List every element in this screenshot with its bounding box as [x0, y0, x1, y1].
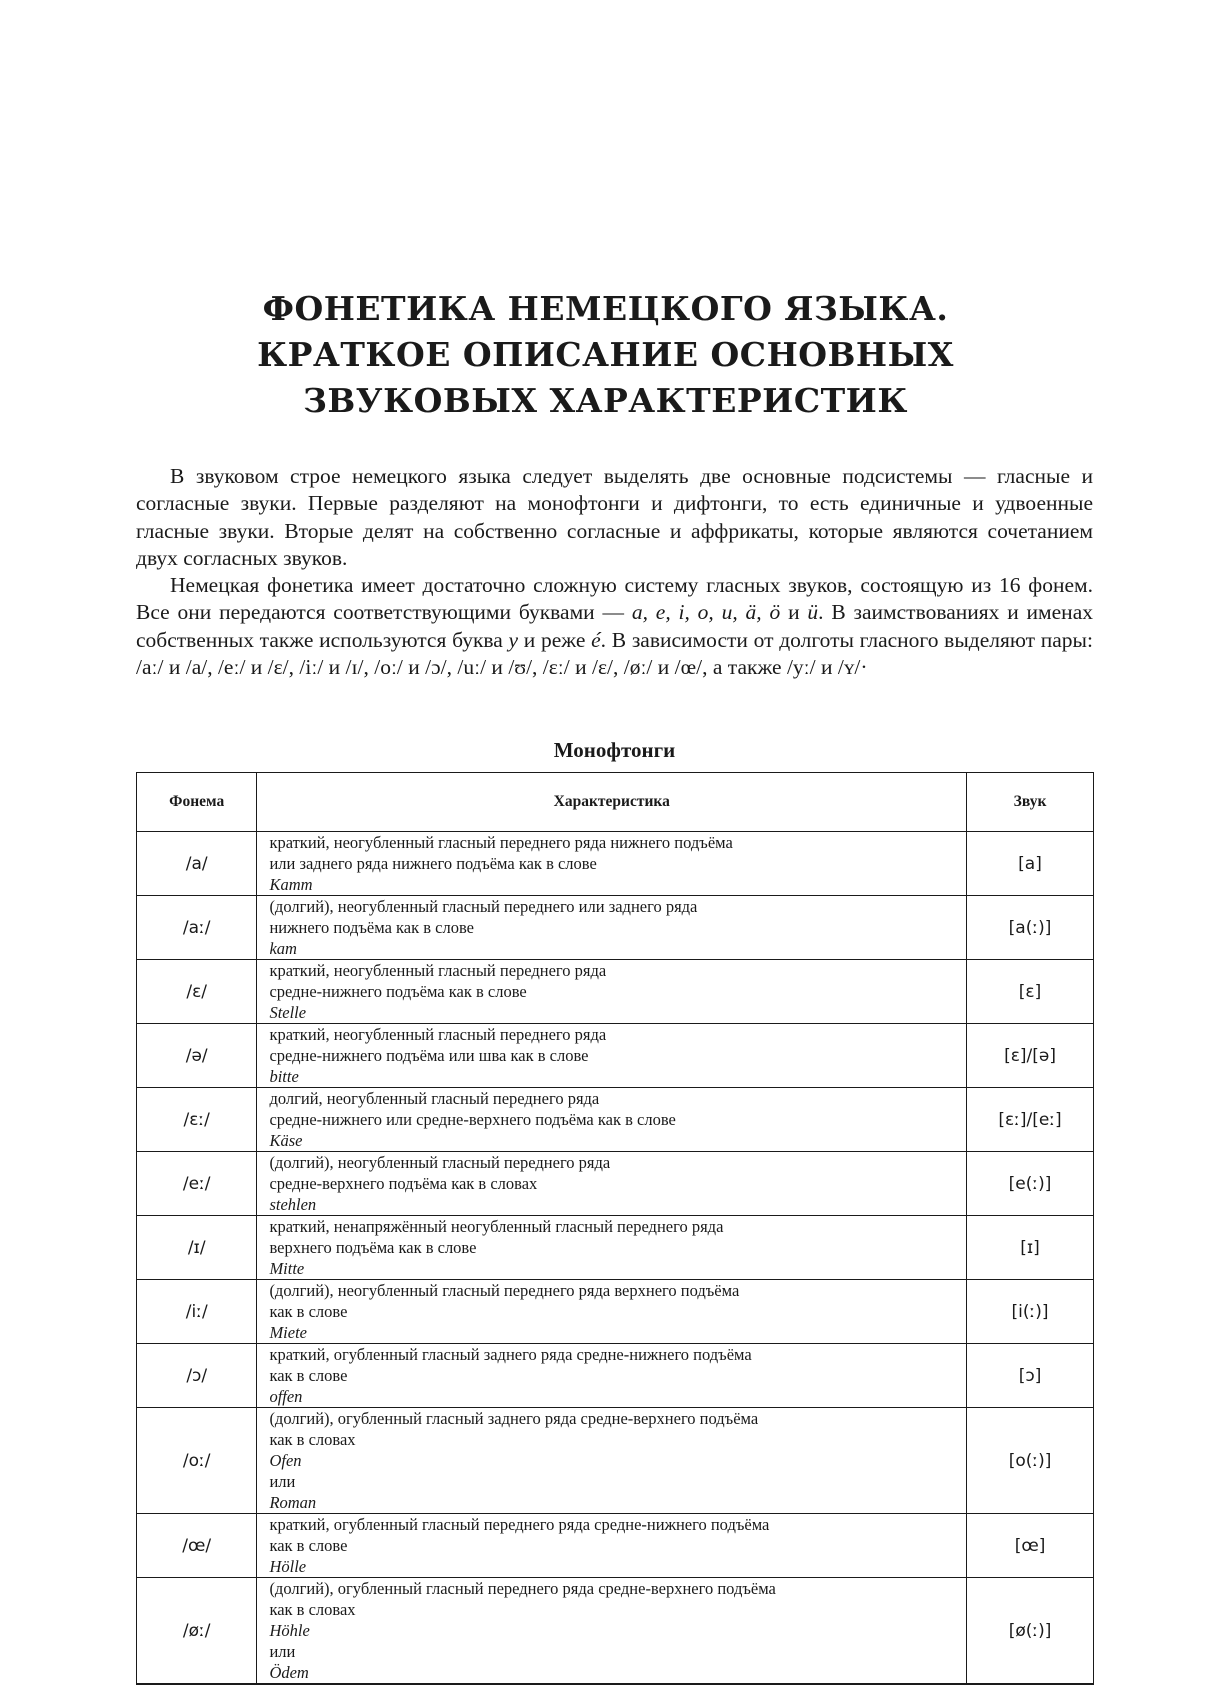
example-word: Ofen	[269, 1451, 302, 1470]
table-row	[137, 1514, 1094, 1578]
text-run: средне-нижнего или средне-верхнего подъёма как в слове	[269, 1110, 676, 1129]
example-word: Stelle	[269, 1003, 307, 1022]
text-run: средне-верхнего подъёма как в словах	[269, 1174, 538, 1193]
text-run: нижнего подъёма как в слове	[269, 918, 474, 937]
description-cell	[257, 1088, 967, 1152]
example-word: kam	[269, 939, 297, 958]
sound-cell: [a(ː)]	[967, 896, 1094, 960]
text-run: как в слове	[269, 1366, 348, 1385]
table-row	[137, 1152, 1094, 1216]
phoneme-cell: /eː/	[137, 1152, 257, 1216]
example-word: Hölle	[269, 1557, 307, 1576]
intro-paragraph-2	[136, 572, 1093, 681]
phoneme-cell: /oː/	[137, 1408, 257, 1514]
table-row	[137, 1216, 1094, 1280]
sound-cell: [ɛː]/[eː]	[967, 1088, 1094, 1152]
description-cell	[257, 1152, 967, 1216]
description-cell	[257, 896, 967, 960]
phoneme-cell: /ɛː/	[137, 1088, 257, 1152]
description-line: краткий, неогубленный гласный переднего ряда	[269, 1025, 607, 1044]
example-word: Käse	[269, 1131, 303, 1150]
table-row	[137, 896, 1094, 960]
description-cell	[257, 1216, 967, 1280]
text-run: и	[780, 600, 808, 625]
phoneme-cell: /a/	[137, 832, 257, 896]
description-cell	[257, 1408, 967, 1514]
phoneme-cell: /ɔ/	[137, 1344, 257, 1408]
sound-cell: [œ]	[967, 1514, 1094, 1578]
description-cell	[257, 960, 967, 1024]
example-word: Mitte	[269, 1259, 305, 1278]
sound-cell: [i(ː)]	[967, 1280, 1094, 1344]
table-row	[137, 1344, 1094, 1408]
description-line	[269, 1045, 954, 1087]
monophthongs-table	[136, 772, 1094, 1685]
text-run: или	[269, 1642, 296, 1661]
header-sound: Звук	[967, 773, 1094, 832]
description-line: краткий, огубленный гласный заднего ряда средне-нижнего подъёма	[269, 1345, 752, 1364]
text-run: или заднего ряда нижнего подъёма как в слове	[269, 854, 597, 873]
phoneme-cell: /aː/	[137, 896, 257, 960]
phoneme-cell: /øː/	[137, 1578, 257, 1685]
table-row	[137, 1088, 1094, 1152]
sound-cell: [ɛ]	[967, 960, 1094, 1024]
description-line	[269, 1173, 954, 1215]
text-run: средне-нижнего подъёма как в слове	[269, 982, 527, 1001]
table-row	[137, 1280, 1094, 1344]
sound-cell: [ɔ]	[967, 1344, 1094, 1408]
letter-u: ü	[807, 600, 819, 625]
table-row	[137, 1408, 1094, 1514]
header-description: Характеристика	[257, 773, 967, 832]
phoneme-cell: /œ/	[137, 1514, 257, 1578]
intro-paragraph-1: В звуковом строе немецкого языка следует выделять две основные подсистемы — гласные и согласные звуки. Первые разделяют на монофтонги и дифтонги, то есть единичные и удвоенные гласные звуки. Вторые делят на собственно согласные и аффрикаты, которые являются сочетанием двух согласных звуков.	[136, 464, 1093, 570]
phoneme-cell: /ɪ/	[137, 1216, 257, 1280]
text-run: как в словах	[269, 1430, 356, 1449]
description-line: (долгий), огубленный гласный переднего ряда средне-верхнего подъёма	[269, 1579, 776, 1598]
example-word: Roman	[269, 1493, 317, 1512]
description-line: (долгий), неогубленный гласный переднего ряда верхнего подъёма	[269, 1281, 740, 1300]
description-line: краткий, огубленный гласный переднего ряда средне-нижнего подъёма	[269, 1515, 770, 1534]
description-line	[269, 1365, 954, 1407]
description-line	[269, 853, 954, 895]
vowel-pairs: /aː/ и /a/, /eː/ и /ɛ/, /iː/ и /ɪ/, /oː/ и /ɔ/, /uː/ и /ʊ/, /ɛː/ и /ɛ/, /øː/ и /œ/, а также /yː/ и /ʏ/·	[136, 655, 868, 680]
letter-e: é	[591, 627, 601, 652]
table-row	[137, 1578, 1094, 1685]
text-run: как в слове	[269, 1302, 348, 1321]
title-line: ЗВУКОВЫХ ХАРАКТЕРИСТИК	[303, 381, 908, 420]
intro-text	[136, 463, 1093, 681]
description-cell	[257, 1280, 967, 1344]
text-run: Немецкая фонетика имеет достаточно сложную систему гласных звуков, состоящую из 16 фонем. Все они передаются соответствующими буквами —	[136, 573, 1093, 625]
example-word: Ödem	[269, 1663, 309, 1682]
table-caption: Монофтонги	[553, 738, 676, 762]
description-line	[269, 1301, 954, 1343]
text-run: как в словах	[269, 1600, 356, 1619]
description-line	[269, 981, 954, 1023]
title-line: ФОНЕТИКА НЕМЕЦКОГО ЯЗЫКА.	[262, 289, 949, 328]
description-line: (долгий), неогубленный гласный переднего или заднего ряда	[269, 897, 698, 916]
description-cell	[257, 1024, 967, 1088]
phoneme-cell: /ɛ/	[137, 960, 257, 1024]
title-line: КРАТКОЕ ОПИСАНИЕ ОСНОВНЫХ	[257, 335, 954, 374]
sound-cell: [e(ː)]	[967, 1152, 1094, 1216]
sound-cell: [ɪ]	[967, 1216, 1094, 1280]
letters-list: a, e, i, o, u, ä, ö	[631, 600, 781, 625]
sound-cell: [ɛ]/[ə]	[967, 1024, 1094, 1088]
description-line: краткий, ненапряжённый неогубленный гласный переднего ряда	[269, 1217, 724, 1236]
text-run: верхнего подъёма как в слове	[269, 1238, 477, 1257]
text-run: . В зависимости от долготы гласного выделяют пары:	[600, 627, 1093, 652]
table-header-row	[137, 773, 1094, 832]
description-cell	[257, 1514, 967, 1578]
example-word: bitte	[269, 1067, 299, 1086]
sound-cell: [a]	[967, 832, 1094, 896]
description-cell	[257, 1344, 967, 1408]
phoneme-cell: /iː/	[137, 1280, 257, 1344]
description-cell	[257, 1578, 967, 1685]
description-line: долгий, неогубленный гласный переднего ряда	[269, 1089, 600, 1108]
description-line: краткий, неогубленный гласный переднего ряда нижнего подъёма	[269, 833, 733, 852]
description-line: (долгий), неогубленный гласный переднего ряда	[269, 1153, 611, 1172]
letter-y: y	[508, 627, 519, 652]
sound-cell: [o(ː)]	[967, 1408, 1094, 1514]
example-word: Miete	[269, 1323, 307, 1342]
example-word: Kamm	[269, 875, 313, 894]
page-title	[0, 286, 1211, 424]
text-run: и реже	[518, 627, 592, 652]
description-line	[269, 1535, 954, 1577]
example-word: Höhle	[269, 1621, 310, 1640]
description-line: (долгий), огубленный гласный заднего ряда средне-верхнего подъёма	[269, 1409, 759, 1428]
sound-cell: [ø(ː)]	[967, 1578, 1094, 1685]
text-run: как в слове	[269, 1536, 348, 1555]
example-word: offen	[269, 1387, 303, 1406]
text-run: средне-нижнего подъёма или шва как в слове	[269, 1046, 589, 1065]
table-row	[137, 832, 1094, 896]
text-run: . В заимствованиях и именах собственных также используются буква	[136, 600, 1093, 652]
phoneme-cell: /ə/	[137, 1024, 257, 1088]
table-row	[137, 1024, 1094, 1088]
description-line	[269, 1109, 954, 1151]
description-line	[269, 1429, 954, 1513]
table-row	[137, 960, 1094, 1024]
description-line	[269, 1237, 954, 1279]
description-line: краткий, неогубленный гласный переднего ряда	[269, 961, 607, 980]
example-word: stehlen	[269, 1195, 317, 1214]
description-line	[269, 917, 954, 959]
header-phoneme: Фонема	[137, 773, 257, 832]
description-cell	[257, 832, 967, 896]
description-line	[269, 1599, 954, 1683]
text-run: или	[269, 1472, 296, 1491]
